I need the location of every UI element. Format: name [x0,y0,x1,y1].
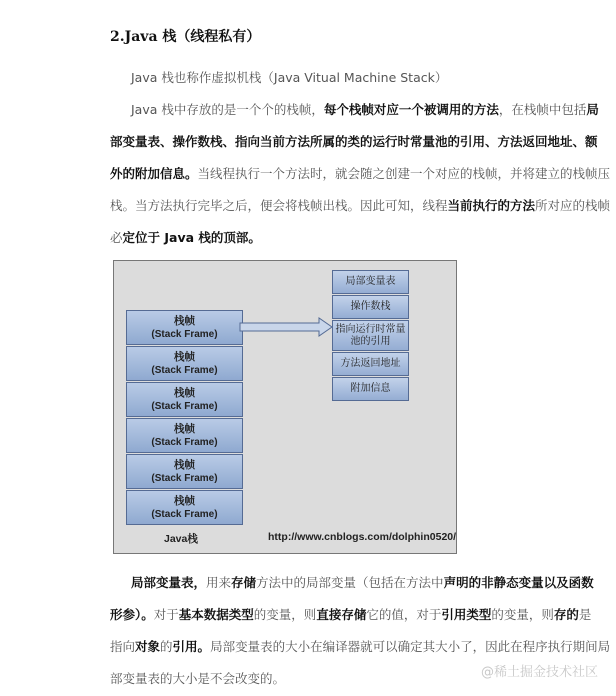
text-line [110,134,598,150]
frame-title: 栈帧 [174,351,195,363]
stack-frame [126,310,243,345]
stack-frame [126,454,243,489]
text: 当线程执行一个方法时，就会随之创建一个对应的栈帧，并将建立的栈帧压 [197,166,611,181]
frame-part: 方法返回地址 [332,352,409,376]
text: 局部变量表的大小在编译器就可以确定其大小了，因此在程序执行期间局 [210,639,611,654]
bold-text: 声明的非静态变量以及函数 [443,575,594,590]
bold-text: 局 [586,102,599,117]
frame-subtitle: (Stack Frame) [151,437,218,448]
text: 对于 [153,607,179,622]
bold-text: 存储 [231,575,257,590]
text: 的 [160,639,173,654]
text-line [110,639,610,655]
text: 用来 [206,575,232,590]
bold-text: 局部变量表， [131,575,207,590]
paragraph-intro [131,70,447,86]
text: 所对应的栈帧 [535,198,611,213]
text-line [131,102,599,118]
text-line [110,166,610,182]
bold-text: 存的 [553,607,579,622]
text: 它的值，对于 [366,607,442,622]
bold-text: 直接存储 [316,607,367,622]
stack-frame [126,418,243,453]
text-line [131,575,594,591]
frame-subtitle: (Stack Frame) [151,509,218,520]
text: ，在栈帧中包括 [498,102,587,117]
section-heading: 2.Java 栈（线程私有） [110,29,261,45]
frame-part: 附加信息 [332,377,409,401]
frame-title: 栈帧 [174,315,195,327]
bold-text: 形参）。 [110,607,154,622]
text: Java 栈中存放的是一个个的栈帧， [131,102,324,117]
text-line [110,198,610,214]
bold-text: 当前执行的方法 [447,198,536,213]
java-stack-diagram [113,260,457,554]
watermark: @稀土掘金技术社区 [481,665,599,680]
text-line [110,230,261,246]
source-url: http://www.cnblogs.com/dolphin0520/ [268,531,457,543]
bold-text: 引用类型 [441,607,492,622]
bold-text: 基本数据类型 [178,607,254,622]
frame-subtitle: (Stack Frame) [151,401,218,412]
bold-text: 定位于 Java 栈的顶部。 [122,230,261,245]
stack-frame [126,490,243,525]
bold-text: 外的附加信息。 [110,166,198,181]
text-line [110,607,591,623]
text: 栈。当方法执行完毕之后，便会将栈帧出栈。因此可知，线程 [110,198,448,213]
text: 方法中的局部变量（包括在方法中 [256,575,444,590]
text-line [110,671,285,687]
arrow-icon [239,317,334,337]
stack-label: Java栈 [164,533,198,545]
frame-title: 栈帧 [174,495,195,507]
frame-part: 局部变量表 [332,270,409,294]
text: 部变量表的大小是不会改变的。 [110,671,286,686]
bold-text: 引用。 [172,639,211,654]
text: Java 栈也称作虚拟机栈（Java Vitual Machine Stack） [131,70,448,85]
text: 是 [578,607,592,622]
text: 的变量，则 [253,607,317,622]
frame-title: 栈帧 [174,387,195,399]
frame-part: 指向运行时常量池的引用 [332,320,409,351]
bold-text: 部变量表、操作数栈、指向当前方法所属的类的运行时常量池的引用、方法返回地址、额 [110,134,598,149]
bold-text: 每个栈帧对应一个被调用的方法 [323,102,499,117]
frame-part: 操作数栈 [332,295,409,319]
stack-frame [126,346,243,381]
stack-frame [126,382,243,417]
text: 必 [110,230,123,245]
text: 的变量，则 [491,607,554,622]
frame-subtitle: (Stack Frame) [151,365,218,376]
frame-subtitle: (Stack Frame) [151,473,218,484]
frame-title: 栈帧 [174,459,195,471]
frame-subtitle: (Stack Frame) [151,329,218,340]
text: 指向 [110,639,136,654]
frame-title: 栈帧 [174,423,195,435]
bold-text: 对象 [135,639,161,654]
